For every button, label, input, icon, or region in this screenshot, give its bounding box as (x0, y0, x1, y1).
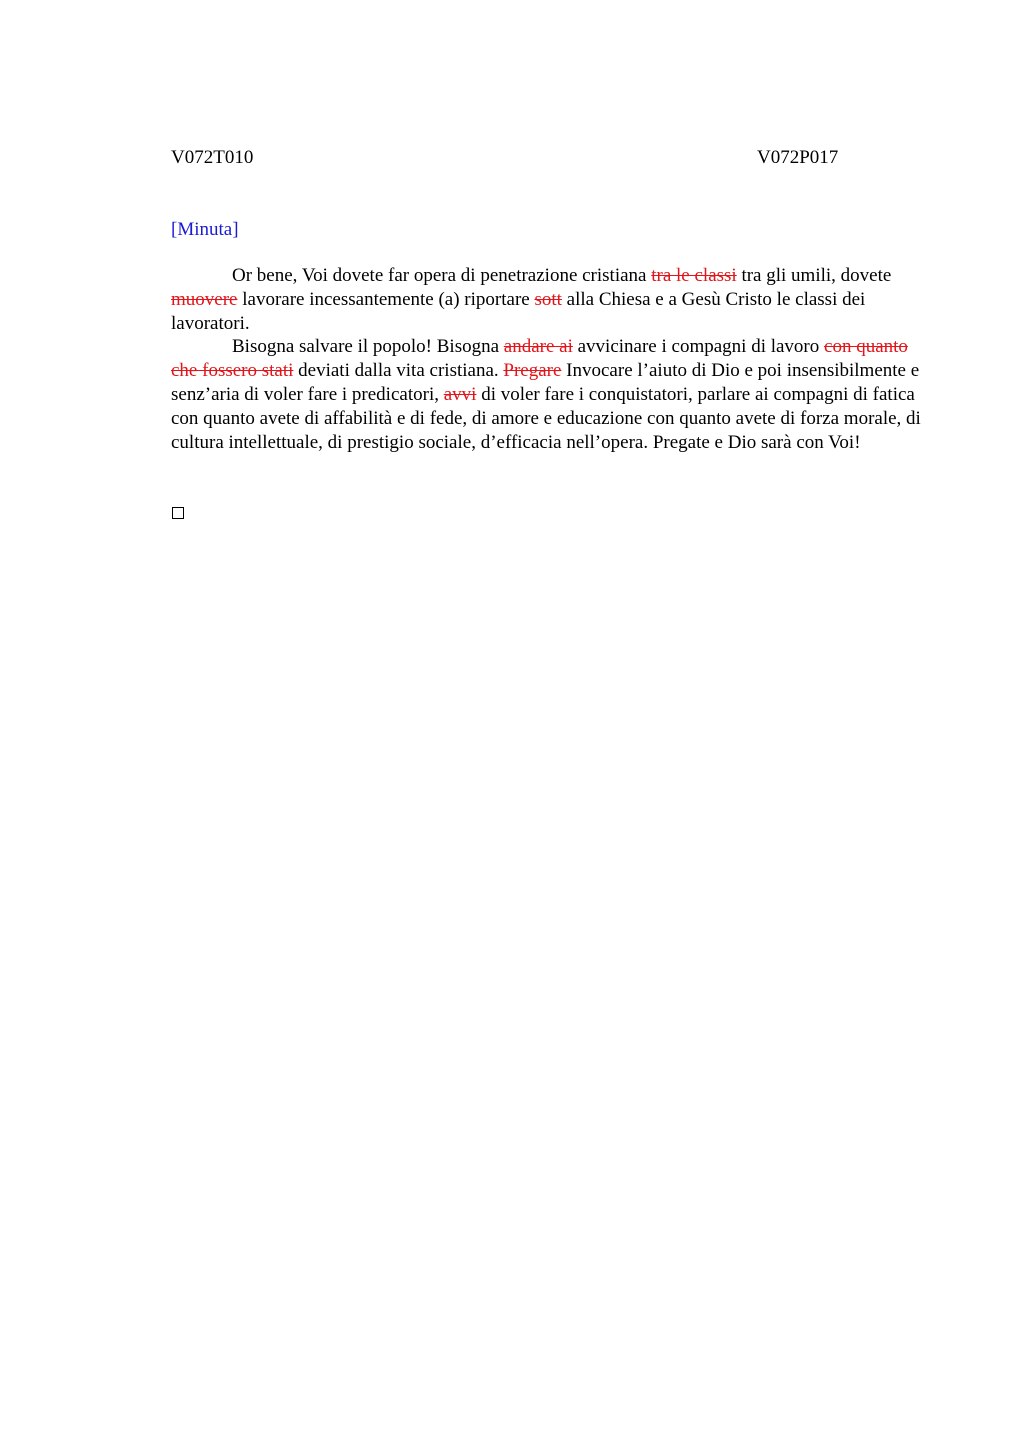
deleted-text: andare ai (503, 336, 573, 358)
text-segment: deviati dalla vita cristiana. (293, 360, 504, 382)
deleted-text: tra le classi (651, 265, 737, 286)
deleted-text: muovere (171, 288, 238, 310)
document-code-left: V072T010 (171, 147, 254, 168)
text-segment: Bisogna salvare il popolo! Bisogna (232, 336, 504, 358)
document-code-right: V072P017 (757, 147, 839, 168)
text-segment: lavorare incessantemente (a) riportare (237, 288, 535, 310)
text-segment: avvicinare i compagni di lavoro (572, 336, 825, 358)
empty-square-icon (172, 507, 184, 519)
text-segment: tra gli umili, dovete (736, 265, 892, 286)
document-body (171, 264, 926, 454)
text-segment: di voler fare i conquistatori, parlare ai compagni di fatica con quanto avete di affabilità e di fede, di amore e educazione con quanto avete di forza morale, di cultura intellettuale, di prestigio sociale, d’efficacia nell’opera. Pregate e Dio sarà con Voi! (171, 383, 921, 453)
text-segment: Invocare l’aiuto di Dio e poi insensibilmente e senz’aria di voler fare i predicatori, (171, 360, 920, 405)
paragraph-1 (171, 264, 926, 335)
text-segment: Or bene, Voi dovete far opera di penetrazione cristiana (232, 265, 652, 286)
deleted-text: con quanto che fossero stati (171, 336, 908, 382)
section-label: [Minuta] (171, 219, 239, 240)
paragraph-2 (171, 335, 926, 454)
deleted-text: Pregare (503, 360, 562, 382)
text-segment: alla Chiesa e a Gesù Cristo le classi dei lavoratori. (171, 288, 866, 334)
deleted-text: avvi (443, 383, 477, 405)
deleted-text: sott (534, 288, 562, 310)
